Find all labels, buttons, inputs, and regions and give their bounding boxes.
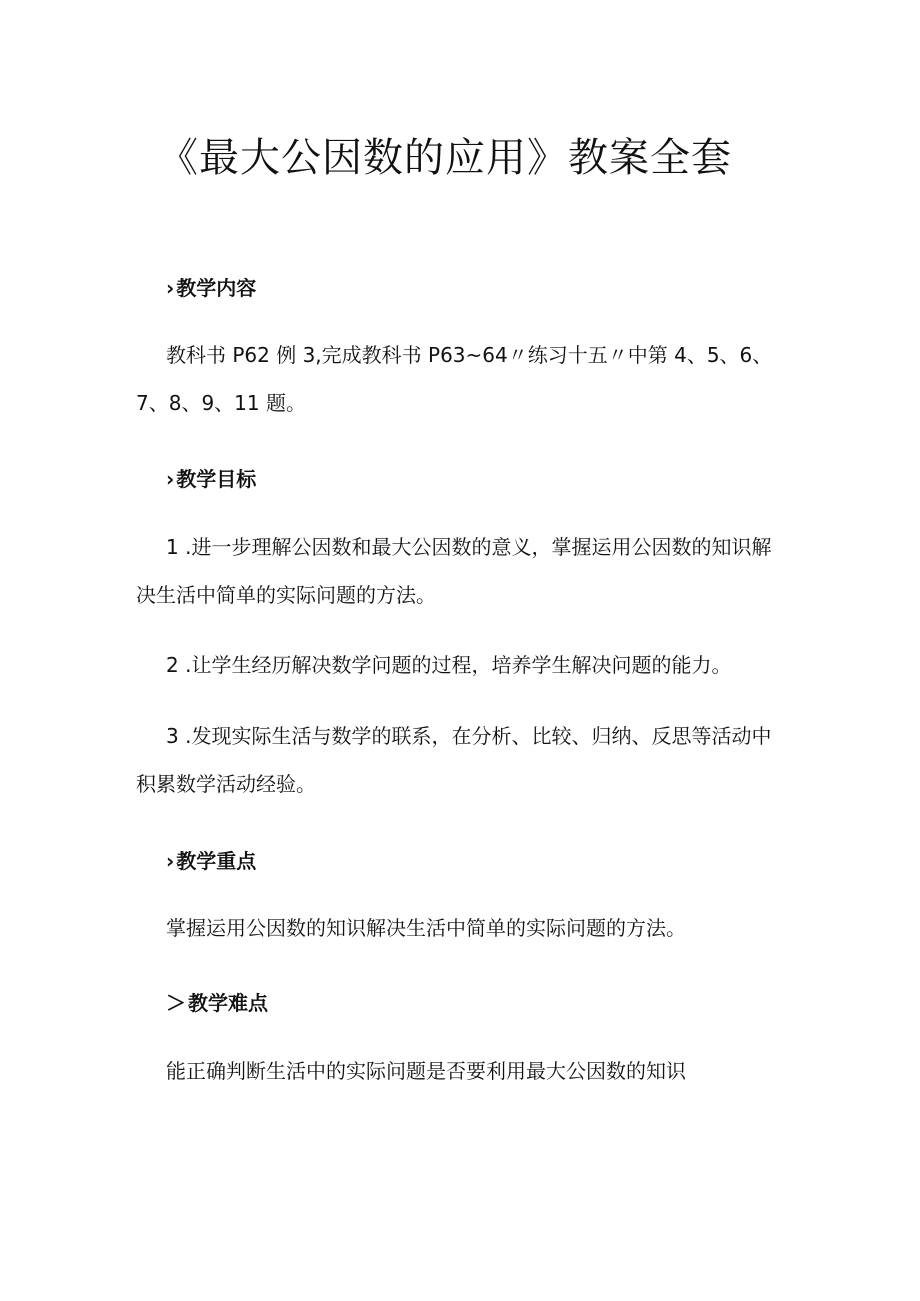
objective-3-line-2: 积累数学活动经验。 [136, 772, 316, 796]
section-heading-label: 教学目标 [176, 467, 257, 491]
bullet-marker: › [166, 849, 175, 873]
bullet-marker: ＞ [166, 991, 186, 1015]
section-heading-content [166, 272, 256, 301]
section-heading-objectives [166, 463, 256, 492]
objective-3-line-1: 3 .发现实际生活与数学的联系，在分析、比较、归纳、反思等活动中 [166, 724, 772, 748]
document-title: 《最大公因数的应用》教案全套 [158, 135, 732, 181]
objective-2-line-1: 2 .让学生经历解决数学问题的过程，培养学生解决问题的能力。 [166, 653, 732, 677]
content-line-2: 7、8、9、11 题。 [136, 391, 306, 415]
content-line-1: 教科书 P62 例 3,完成教科书 P63~64〃练习十五〃中第 4、5、6、 [166, 343, 773, 367]
bullet-marker: › [166, 467, 175, 491]
objective-1-line-2: 决生活中简单的实际问题的方法。 [136, 583, 436, 607]
difficulties-line-1: 能正确判断生活中的实际问题是否要利用最大公因数的知识 [166, 1059, 686, 1083]
bullet-marker: › [166, 276, 175, 300]
section-heading-label: 教学难点 [188, 991, 268, 1015]
objective-1-line-1: 1 .进一步理解公因数和最大公因数的意义，掌握运用公因数的知识解 [166, 535, 772, 559]
section-heading-key-points [166, 845, 256, 874]
key-points-line-1: 掌握运用公因数的知识解决生活中简单的实际问题的方法。 [166, 916, 686, 940]
section-heading-difficulties [166, 987, 268, 1016]
section-heading-label: 教学内容 [176, 276, 257, 300]
section-heading-label: 教学重点 [176, 849, 257, 873]
